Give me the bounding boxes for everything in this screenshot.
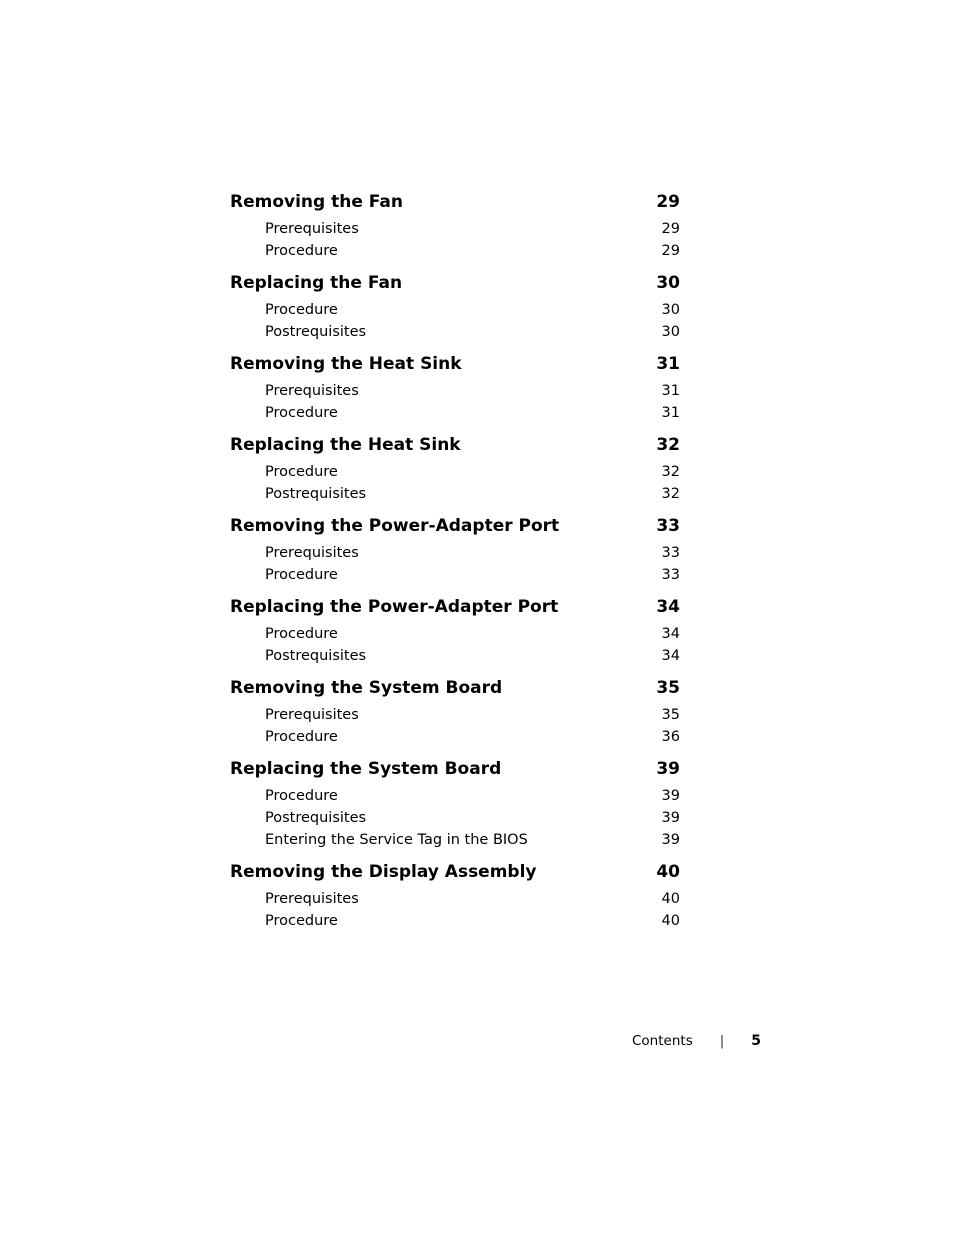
toc-section: [230, 595, 680, 667]
toc-entry-title: Procedure: [265, 567, 338, 583]
toc-section-title: Removing the System Board: [230, 678, 503, 698]
toc-entry-page: 34: [661, 648, 680, 664]
toc-entry-title: Postrequisites: [265, 324, 367, 340]
toc-entry-page: 32: [661, 486, 680, 502]
toc-entry[interactable]: [230, 299, 680, 321]
toc-entry-page: 31: [661, 383, 680, 399]
toc-entry-page: 31: [661, 405, 680, 421]
toc-section: [230, 676, 680, 748]
toc-section: [230, 190, 680, 262]
toc-entry[interactable]: [230, 461, 680, 483]
toc-section-page: 39: [656, 759, 680, 779]
toc-entry-page: 30: [661, 302, 680, 318]
toc-entry-page: 33: [661, 545, 680, 561]
toc-entry[interactable]: [230, 240, 680, 262]
toc-entry[interactable]: [230, 888, 680, 910]
toc-section-title: Removing the Heat Sink: [230, 354, 462, 374]
toc-entry-title: Postrequisites: [265, 486, 367, 502]
toc-section-heading[interactable]: [230, 676, 680, 700]
toc-section: [230, 757, 680, 851]
toc-section-page: 40: [656, 862, 680, 882]
toc-section-page: 31: [656, 354, 680, 374]
toc-entry[interactable]: [230, 726, 680, 748]
toc-section-title: Removing the Power-Adapter Port: [230, 516, 560, 536]
toc-section-page: 32: [656, 435, 680, 455]
toc-entry-title: Procedure: [265, 243, 338, 259]
toc-entry-title: Procedure: [265, 302, 338, 318]
toc-entry-page: 29: [661, 243, 680, 259]
toc-entry-title: Prerequisites: [265, 221, 359, 237]
toc-entry[interactable]: [230, 483, 680, 505]
toc-entry-title: Procedure: [265, 464, 338, 480]
toc-entry-title: Procedure: [265, 405, 338, 421]
toc-section-page: 34: [656, 597, 680, 617]
toc-section-heading[interactable]: [230, 757, 680, 781]
toc-entry-title: Prerequisites: [265, 707, 359, 723]
table-of-contents: [230, 190, 680, 941]
toc-section: [230, 271, 680, 343]
toc-entry-page: 39: [661, 810, 680, 826]
toc-entry[interactable]: [230, 321, 680, 343]
toc-section-page: 35: [656, 678, 680, 698]
toc-section: [230, 514, 680, 586]
toc-entry-title: Procedure: [265, 913, 338, 929]
toc-entry-title: Procedure: [265, 788, 338, 804]
toc-section: [230, 860, 680, 932]
toc-entry-page: 29: [661, 221, 680, 237]
toc-section-title: Replacing the Fan: [230, 273, 403, 293]
toc-entry-title: Prerequisites: [265, 891, 359, 907]
toc-entry[interactable]: [230, 623, 680, 645]
toc-entry[interactable]: [230, 402, 680, 424]
toc-section: [230, 352, 680, 424]
toc-section-heading[interactable]: [230, 433, 680, 457]
toc-section-heading[interactable]: [230, 352, 680, 376]
toc-section-heading[interactable]: [230, 271, 680, 295]
toc-section-title: Removing the Fan: [230, 192, 403, 212]
toc-entry-page: 34: [661, 626, 680, 642]
toc-entry-title: Prerequisites: [265, 545, 359, 561]
toc-section-title: Removing the Display Assembly: [230, 862, 537, 882]
toc-entry-page: 36: [661, 729, 680, 745]
toc-entry[interactable]: [230, 910, 680, 932]
toc-section-page: 29: [656, 192, 680, 212]
toc-section-heading[interactable]: [230, 190, 680, 214]
toc-entry[interactable]: [230, 807, 680, 829]
toc-entry[interactable]: [230, 564, 680, 586]
toc-entry-page: 39: [661, 832, 680, 848]
toc-entry[interactable]: [230, 218, 680, 240]
toc-entry[interactable]: [230, 542, 680, 564]
toc-entry[interactable]: [230, 829, 680, 851]
toc-entry-title: Prerequisites: [265, 383, 359, 399]
toc-entry-title: Procedure: [265, 626, 338, 642]
toc-entry-title: Procedure: [265, 729, 338, 745]
toc-entry-page: 40: [661, 891, 680, 907]
page-footer: [632, 1030, 761, 1052]
toc-section: [230, 433, 680, 505]
toc-entry-page: 39: [661, 788, 680, 804]
toc-section-heading[interactable]: [230, 514, 680, 538]
toc-section-title: Replacing the System Board: [230, 759, 502, 779]
toc-section-title: Replacing the Heat Sink: [230, 435, 461, 455]
toc-entry[interactable]: [230, 704, 680, 726]
toc-entry-page: 35: [661, 707, 680, 723]
toc-entry-title: Postrequisites: [265, 810, 367, 826]
footer-page-number: 5: [751, 1033, 762, 1049]
footer-label: Contents: [632, 1033, 693, 1049]
toc-entry[interactable]: [230, 380, 680, 402]
toc-section-heading[interactable]: [230, 860, 680, 884]
toc-entry-page: 33: [661, 567, 680, 583]
toc-entry[interactable]: [230, 785, 680, 807]
footer-separator: |: [719, 1033, 725, 1049]
toc-entry-title: Entering the Service Tag in the BIOS: [265, 832, 528, 848]
toc-section-page: 33: [656, 516, 680, 536]
toc-section-heading[interactable]: [230, 595, 680, 619]
toc-section-page: 30: [656, 273, 680, 293]
toc-section-title: Replacing the Power-Adapter Port: [230, 597, 559, 617]
toc-entry-title: Postrequisites: [265, 648, 367, 664]
toc-entry-page: 40: [661, 913, 680, 929]
toc-entry-page: 32: [661, 464, 680, 480]
toc-entry[interactable]: [230, 645, 680, 667]
toc-entry-page: 30: [661, 324, 680, 340]
